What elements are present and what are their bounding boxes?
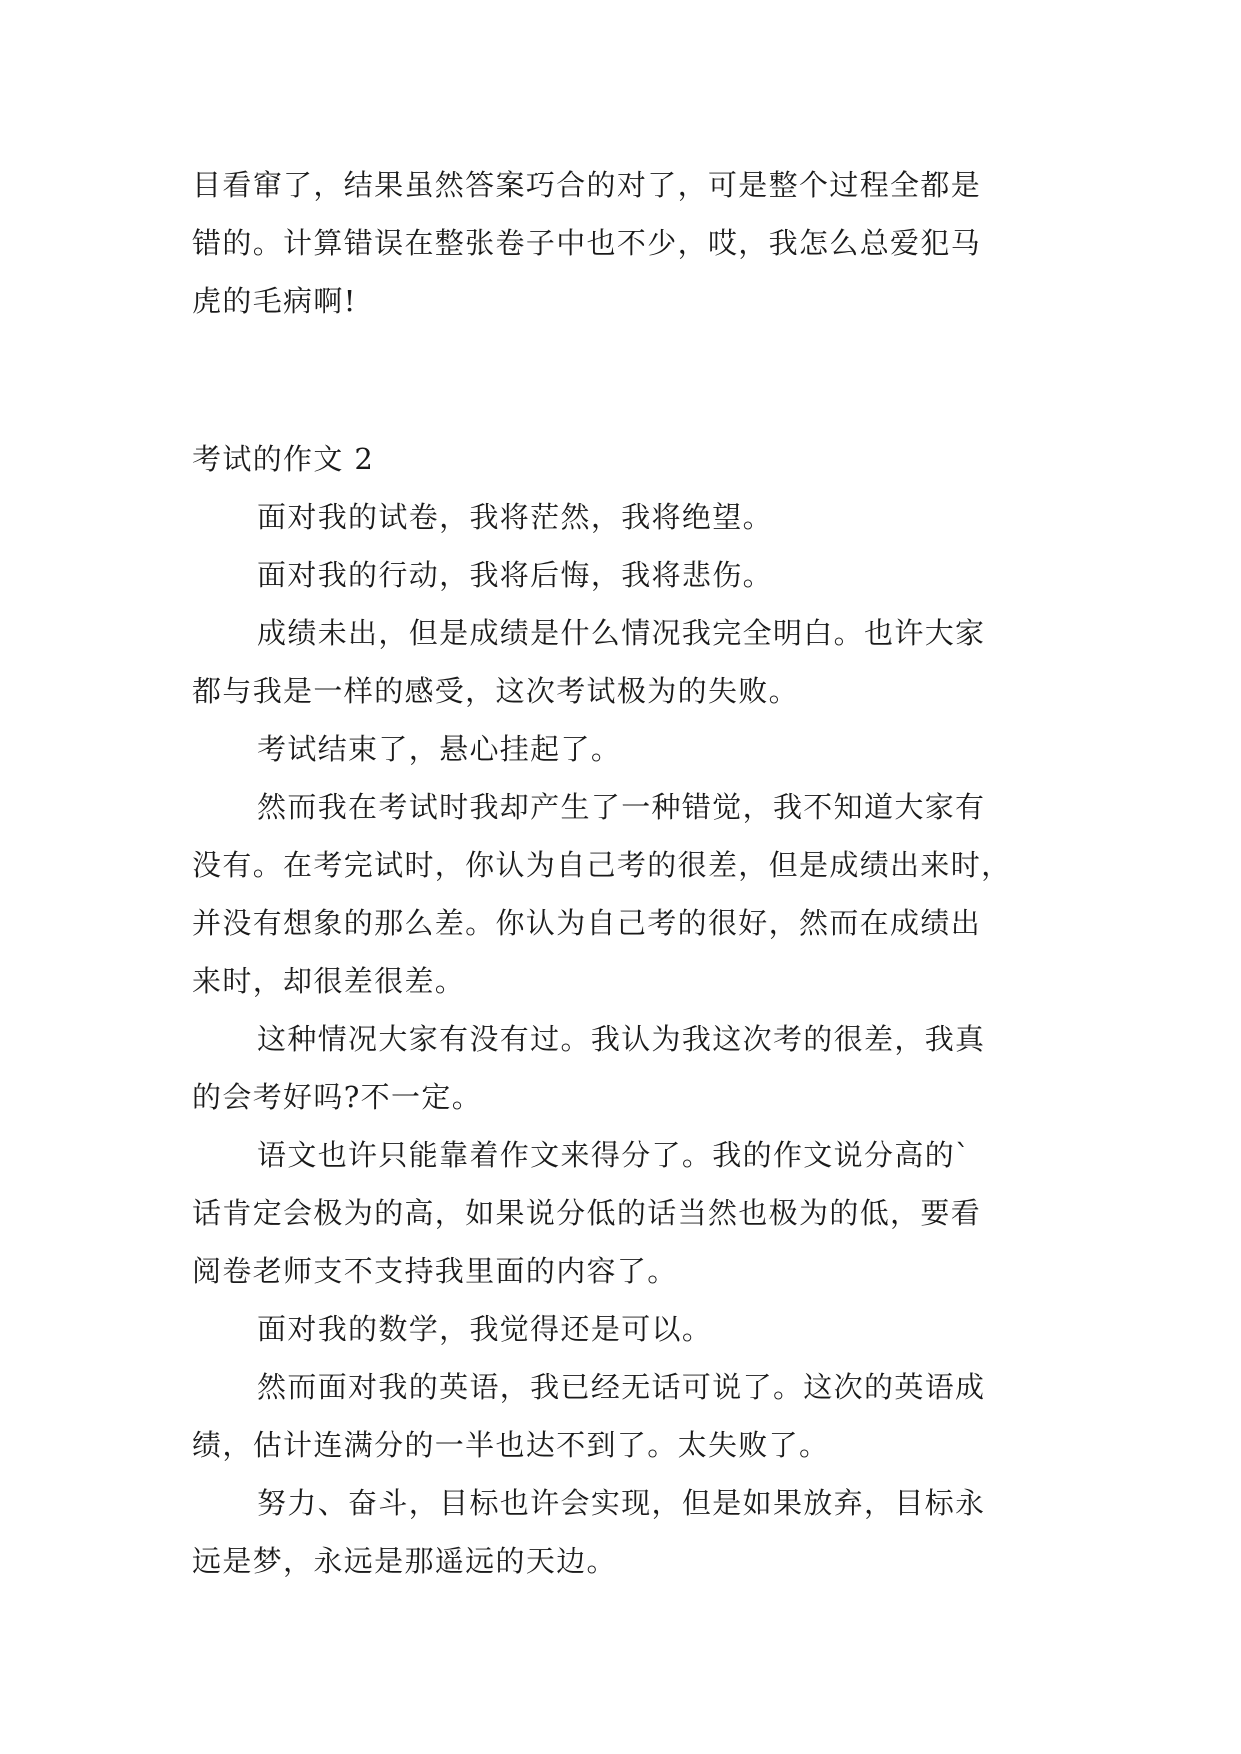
text-line: 错的。计算错误在整张卷子中也不少，哎，我怎么总爱犯马 (192, 226, 982, 260)
paragraph (192, 720, 1052, 778)
text-line: 阅卷老师支不支持我里面的内容了。 (192, 1254, 678, 1288)
text-line: 面对我的数学，我觉得还是可以。 (257, 1312, 713, 1346)
paragraph (192, 1010, 1052, 1126)
text-line: 面对我的试卷，我将茫然，我将绝望。 (257, 500, 773, 534)
document-page (192, 156, 1052, 1716)
paragraph (192, 1358, 1052, 1474)
paragraph (192, 1300, 1052, 1358)
paragraph (192, 778, 1052, 1010)
text-line: 努力、奋斗，目标也许会实现，但是如果放弃，目标永 (257, 1486, 986, 1520)
text-line: 成绩未出，但是成绩是什么情况我完全明白。也许大家 (257, 616, 986, 650)
text-line: 的会考好吗?不一定。 (192, 1080, 483, 1114)
paragraph (192, 604, 1052, 720)
text-line: 来时，却很差很差。 (192, 964, 466, 998)
text-line: 面对我的行动，我将后悔，我将悲伤。 (257, 558, 773, 592)
essay-title: 考试的作文 2 (192, 442, 375, 476)
text-line: 目看窜了，结果虽然答案巧合的对了，可是整个过程全都是 (192, 168, 982, 202)
paragraph (192, 546, 1052, 604)
text-line: 没有。在考完试时，你认为自己考的很差，但是成绩出来时， (192, 848, 1012, 882)
paragraph (192, 1126, 1052, 1300)
text-line: 考试结束了，悬心挂起了。 (257, 732, 622, 766)
text-line: 然而面对我的英语，我已经无话可说了。这次的英语成 (257, 1370, 986, 1404)
essay-body (192, 488, 1052, 1590)
paragraph (192, 1474, 1052, 1590)
text-line: 话肯定会极为的高，如果说分低的话当然也极为的低，要看 (192, 1196, 982, 1230)
text-line: 并没有想象的那么差。你认为自己考的很好，然而在成绩出 (192, 906, 982, 940)
text-line: 这种情况大家有没有过。我认为我这次考的很差，我真 (257, 1022, 986, 1056)
text-line: 虎的毛病啊! (192, 284, 357, 318)
text-line: 远是梦，永远是那遥远的天边。 (192, 1544, 617, 1578)
text-line: 然而我在考试时我却产生了一种错觉，我不知道大家有 (257, 790, 986, 824)
paragraph (192, 488, 1052, 546)
previous-section-continuation (192, 156, 1052, 330)
text-line: 绩，估计连满分的一半也达不到了。太失败了。 (192, 1428, 830, 1462)
text-line: 都与我是一样的感受，这次考试极为的失败。 (192, 674, 800, 708)
text-line: 语文也许只能靠着作文来得分了。我的作文说分高的` (257, 1138, 971, 1172)
